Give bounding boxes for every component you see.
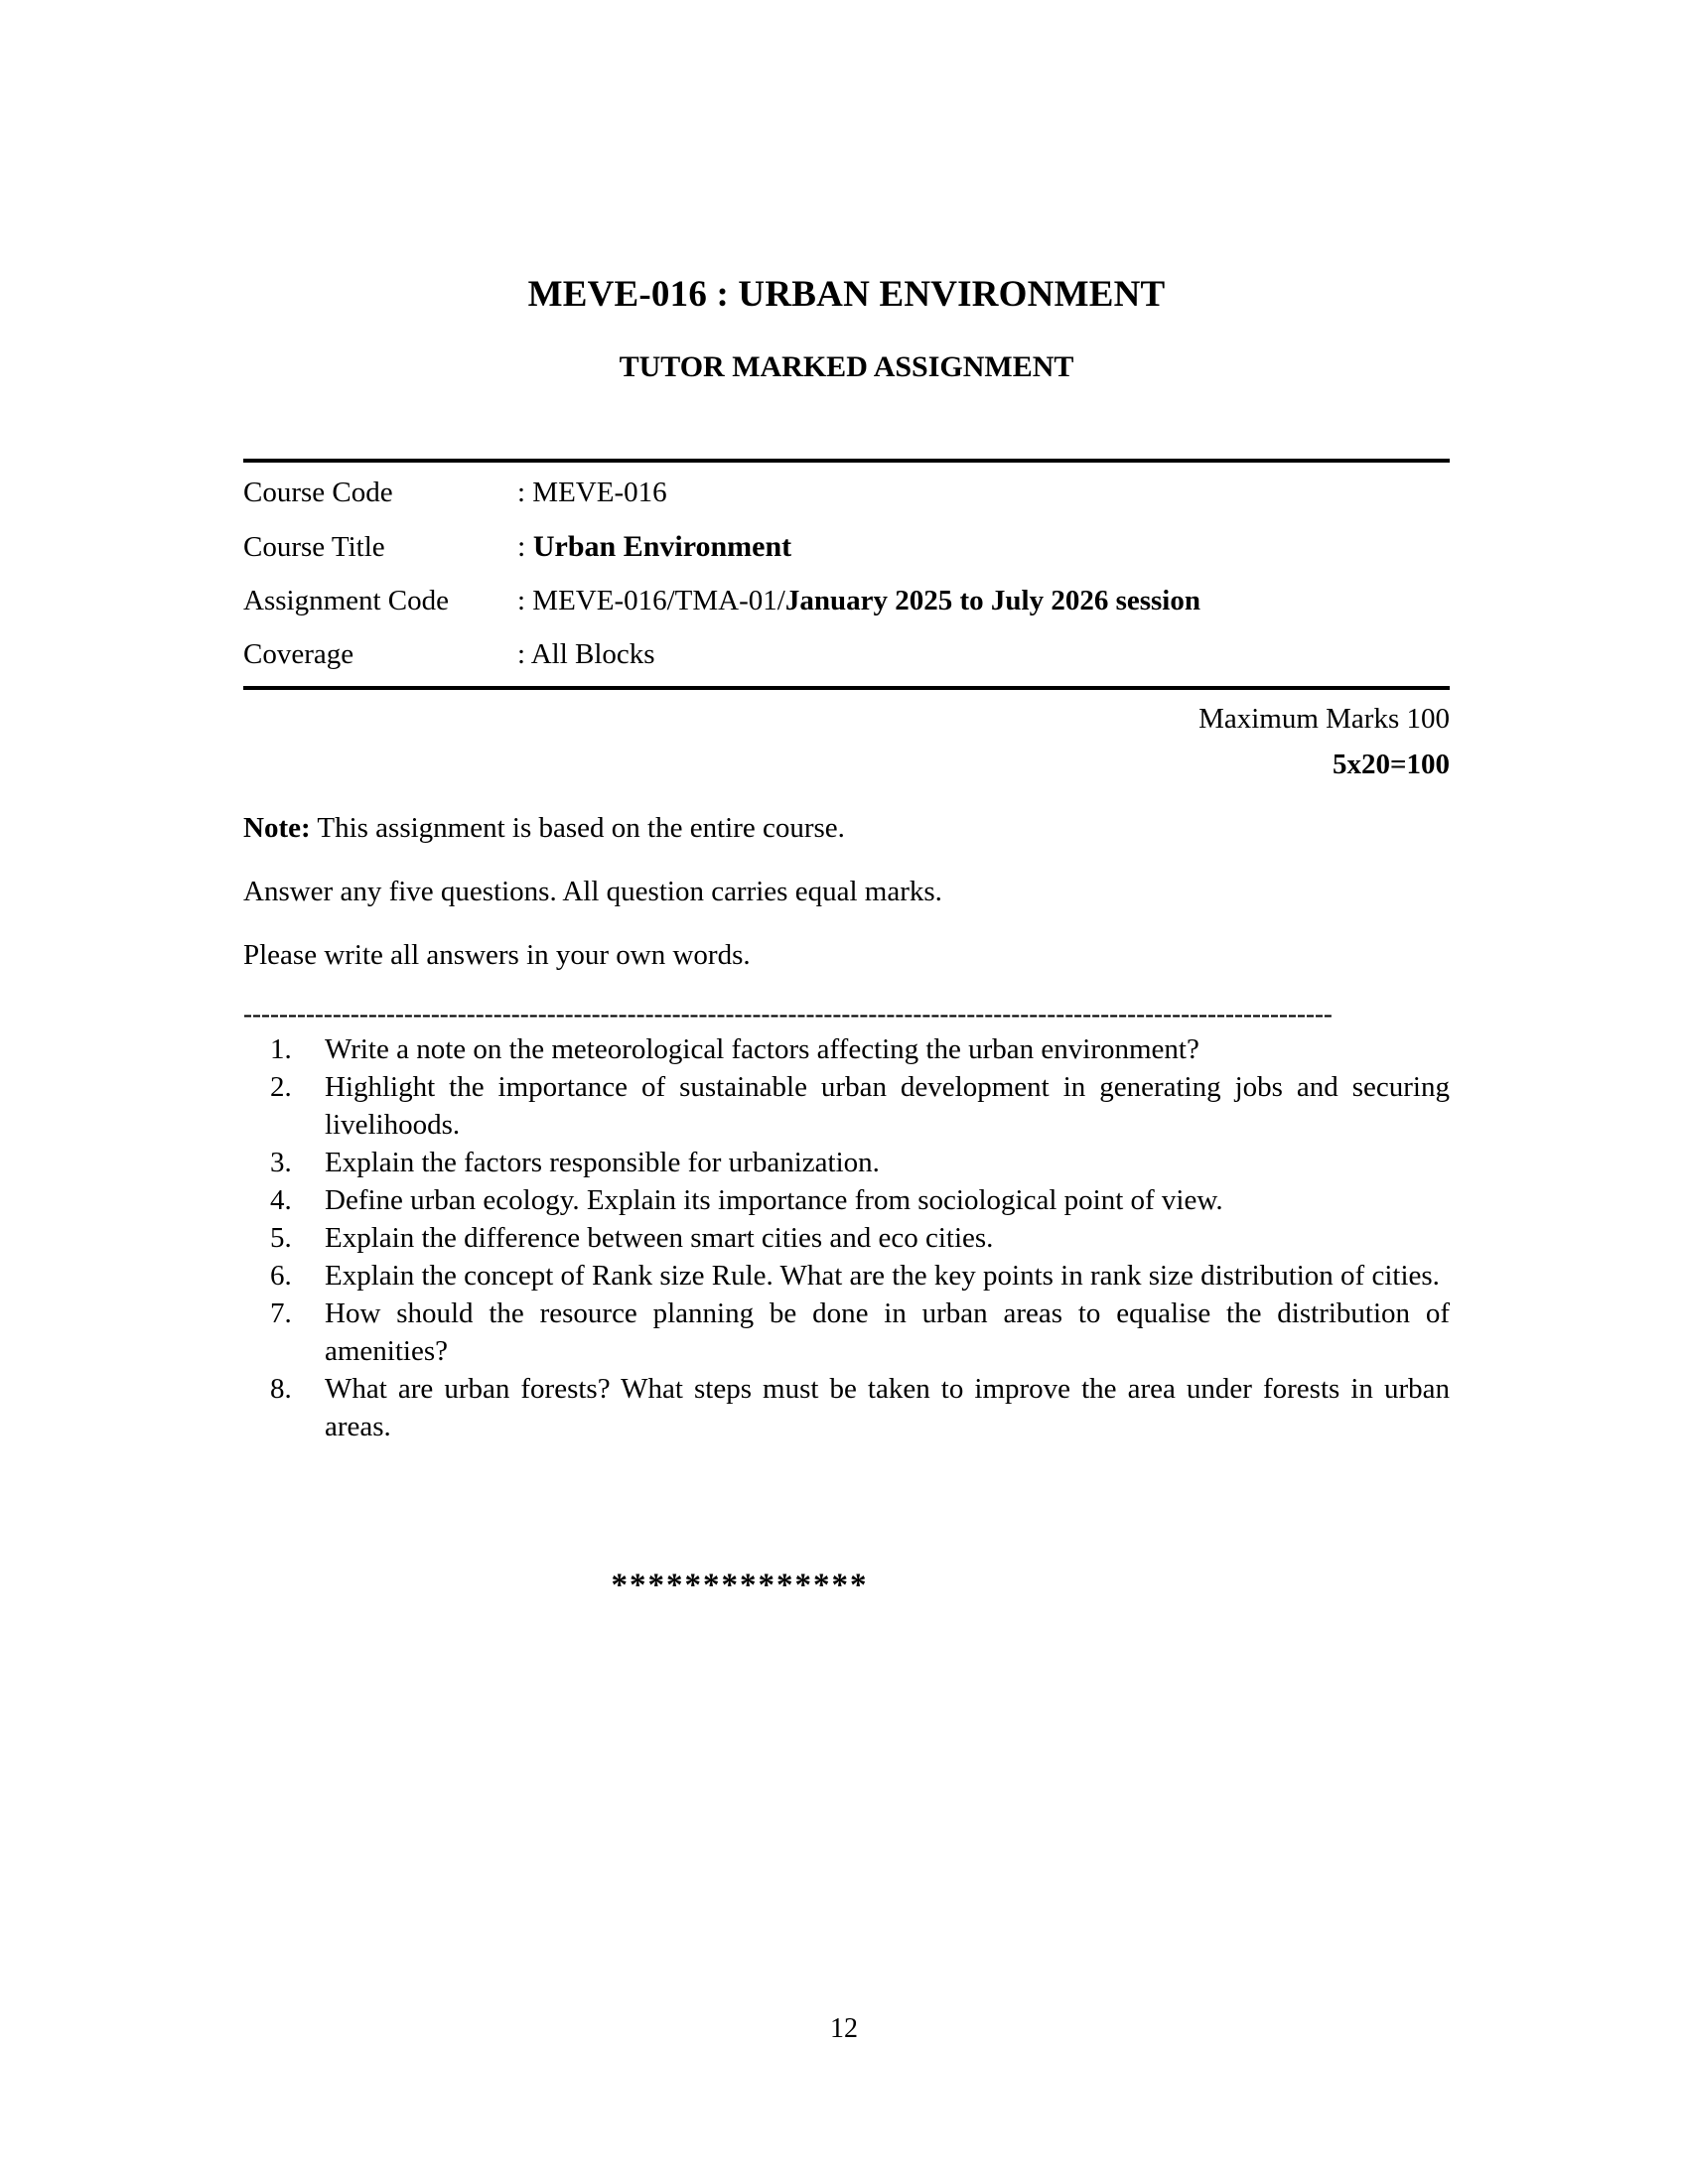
meta-value-course-code xyxy=(517,478,1450,507)
meta-label-course-title: Course Title xyxy=(243,530,385,563)
meta-label-assignment-code: Assignment Code xyxy=(243,584,450,616)
list-item: Explain the concept of Rank size Rule. What are the key points in rank size distribution of cities. xyxy=(325,1259,1440,1292)
questions-list xyxy=(243,1031,1450,1446)
note-statement xyxy=(243,811,1450,846)
table-row xyxy=(243,584,1450,640)
document-content xyxy=(243,0,1450,1604)
page-title: MEVE-016 : URBAN ENVIRONMENT xyxy=(527,274,1166,315)
table-row xyxy=(243,637,1450,679)
page-number: 12 xyxy=(830,2013,858,2044)
list-item: What are urban forests? What steps must be taken to improve the area under forests in urban areas. xyxy=(325,1372,1450,1442)
meta-value-text: : MEVE-016/TMA-01/ xyxy=(517,584,785,616)
meta-value-course-title xyxy=(517,529,1450,563)
meta-value-emphasis: Urban Environment xyxy=(532,529,792,563)
marks-formula: 5x20=100 xyxy=(1332,749,1450,781)
end-of-paper-marker: ************** xyxy=(611,1567,869,1603)
table-row xyxy=(243,529,1450,587)
list-item: Highlight the importance of sustainable urban development in generating jobs and securing livelihoods. xyxy=(325,1070,1450,1141)
meta-label-course-code: Course Code xyxy=(243,476,393,508)
meta-label-coverage: Coverage xyxy=(243,637,354,670)
meta-value-text: : MEVE-016 xyxy=(517,476,667,508)
list-item: How should the resource planning be done in urban areas to equalise the distribution of amenities? xyxy=(325,1297,1450,1367)
meta-value-text: : xyxy=(517,529,533,563)
meta-value-coverage xyxy=(517,637,1450,670)
list-item: Explain the difference between smart cities and eco cities. xyxy=(325,1221,994,1254)
meta-value-assignment-code xyxy=(517,584,1450,616)
meta-value-text: : All Blocks xyxy=(517,637,655,670)
list-item: Define urban ecology. Explain its importance from sociological point of view. xyxy=(325,1183,1223,1216)
course-meta-table xyxy=(243,459,1450,690)
list-item: Explain the factors responsible for urbanization. xyxy=(325,1146,880,1178)
list-item: Write a note on the meteorological factors affecting the urban environment? xyxy=(325,1032,1199,1065)
meta-value-emphasis: January 2025 to July 2026 session xyxy=(784,584,1200,616)
note-text: This assignment is based on the entire course. xyxy=(310,812,845,845)
maximum-marks: Maximum Marks 100 xyxy=(1198,702,1450,735)
instruction-answer-count: Answer any five questions. All question carries equal marks. xyxy=(243,876,942,908)
instruction-own-words: Please write all answers in your own words. xyxy=(243,938,751,971)
page-subtitle: TUTOR MARKED ASSIGNMENT xyxy=(619,349,1074,383)
table-row xyxy=(243,478,1450,532)
note-label: Note: xyxy=(243,812,311,845)
dashed-separator: -------------------------------------------------------------------------------------------------------------------------- xyxy=(243,1001,1333,1025)
